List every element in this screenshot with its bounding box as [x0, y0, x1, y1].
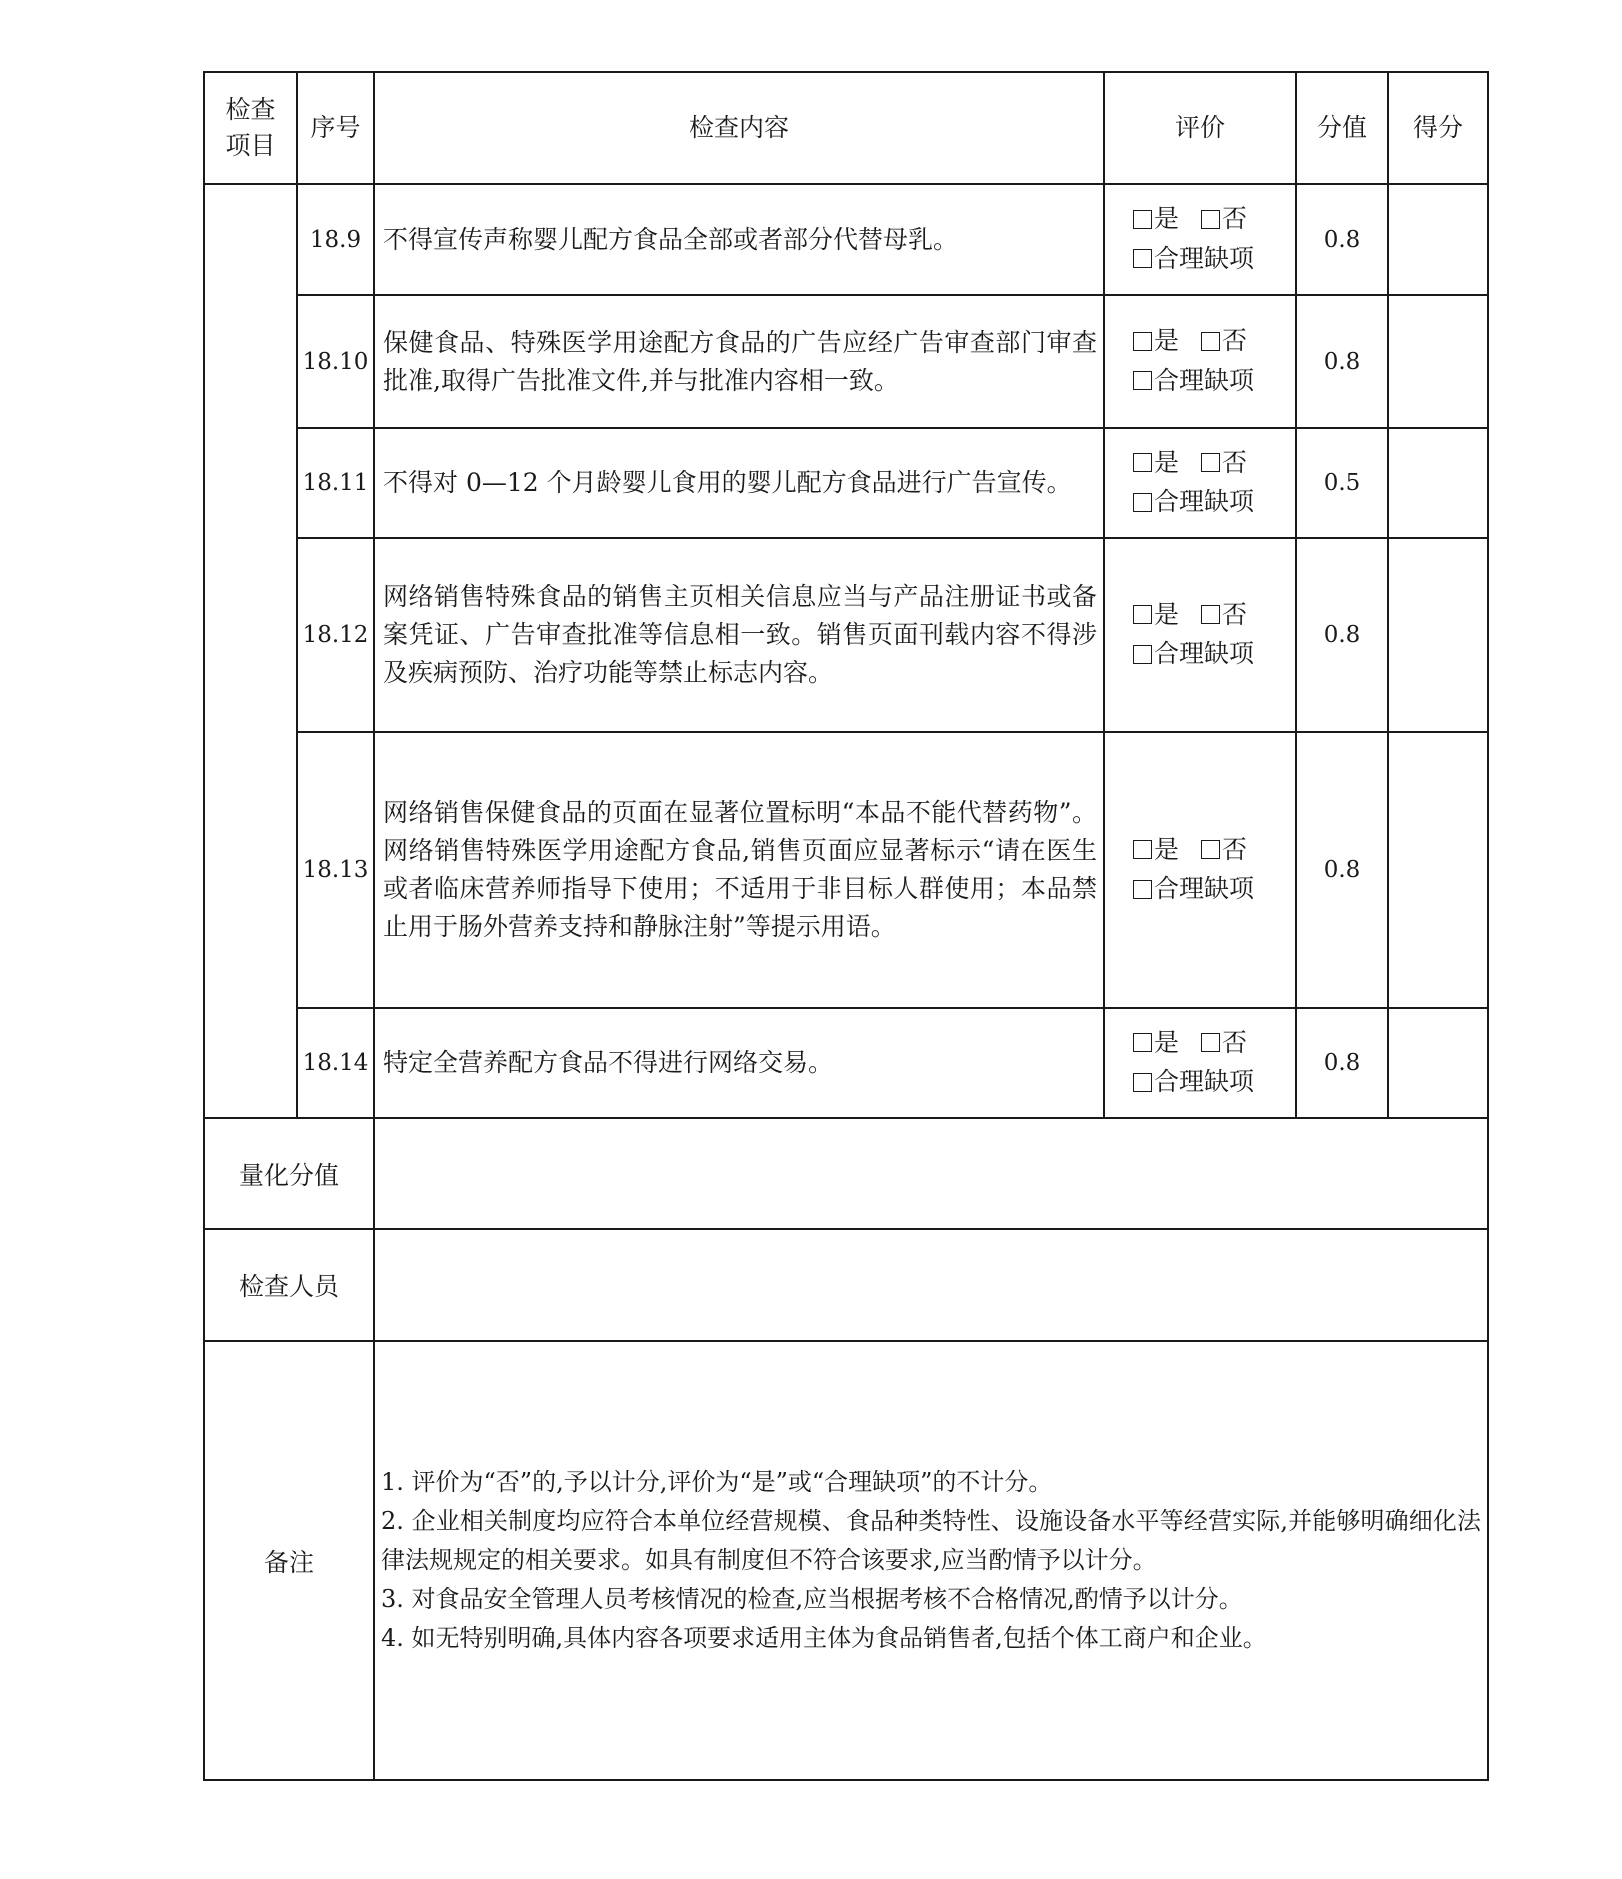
checkbox-icon[interactable] — [1133, 493, 1152, 512]
evaluation-line — [1133, 635, 1295, 675]
row-evaluation — [1104, 1008, 1296, 1118]
reasonable-missing-option[interactable] — [1133, 362, 1254, 400]
row-content: 特定全营养配方食品不得进行网络交易。 — [374, 1008, 1104, 1118]
header-item — [204, 72, 297, 184]
reasonable-missing-label: 合理缺项 — [1154, 365, 1255, 395]
no-label: 否 — [1222, 599, 1248, 629]
yes-label: 是 — [1154, 1027, 1180, 1057]
reasonable-missing-label: 合理缺项 — [1154, 487, 1255, 516]
yes-label: 是 — [1154, 834, 1180, 864]
checkbox-icon[interactable] — [1201, 1033, 1220, 1052]
no-option[interactable] — [1201, 444, 1247, 482]
checkbox-icon[interactable] — [1133, 249, 1152, 268]
checkbox-icon[interactable] — [1133, 605, 1152, 624]
row-score: 0.8 — [1296, 1008, 1388, 1118]
row-score: 0.8 — [1296, 184, 1388, 295]
checkbox-icon[interactable] — [1133, 645, 1152, 664]
yes-option[interactable] — [1133, 322, 1179, 360]
no-label: 否 — [1222, 326, 1248, 355]
evaluation-line — [1133, 1063, 1295, 1103]
row-content: 网络销售保健食品的页面在显著位置标明“本品不能代替药物”。网络销售特殊医学用途配方食品,销售页面应显著标示“请在医生或者临床营养师指导下使用；不适用于非目标人群使用；本品禁止用于肠外营养支持和静脉注射”等提示用语。 — [374, 732, 1104, 1008]
row-seq: 18.12 — [297, 538, 374, 732]
checkbox-icon[interactable] — [1133, 453, 1152, 472]
checkbox-icon[interactable] — [1133, 210, 1152, 229]
row-obtained[interactable] — [1388, 184, 1488, 295]
reasonable-missing-option[interactable] — [1133, 240, 1254, 278]
evaluation-line — [1133, 362, 1295, 402]
checkbox-icon[interactable] — [1133, 371, 1152, 390]
quantified-score-row — [204, 1118, 1488, 1229]
row-evaluation — [1104, 295, 1296, 428]
inspector-value[interactable] — [374, 1229, 1488, 1341]
row-obtained[interactable] — [1388, 428, 1488, 538]
yes-option[interactable] — [1133, 444, 1179, 482]
evaluation-line — [1133, 444, 1295, 484]
table-header-row — [204, 72, 1488, 184]
table-row — [204, 428, 1488, 538]
reasonable-missing-option[interactable] — [1133, 635, 1254, 673]
no-label: 否 — [1222, 1027, 1248, 1057]
remarks-row — [204, 1341, 1488, 1780]
checkbox-icon[interactable] — [1133, 840, 1152, 859]
checkbox-icon[interactable] — [1201, 840, 1220, 859]
quantified-score-value[interactable] — [374, 1118, 1488, 1229]
checkbox-icon[interactable] — [1133, 332, 1152, 351]
remark-item: 1. 评价为“否”的,予以计分,评价为“是”或“合理缺项”的不计分。 — [381, 1468, 1053, 1496]
evaluation-line — [1133, 596, 1295, 636]
row-seq: 18.9 — [297, 184, 374, 295]
evaluation-line — [1133, 240, 1295, 280]
row-evaluation — [1104, 184, 1296, 295]
remark-item: 3. 对食品安全管理人员考核情况的检查,应当根据考核不合格情况,酌情予以计分。 — [381, 1585, 1243, 1613]
reasonable-missing-label: 合理缺项 — [1154, 1067, 1255, 1096]
evaluation-line — [1133, 831, 1295, 871]
yes-option[interactable] — [1133, 1024, 1179, 1062]
header-score: 分值 — [1296, 72, 1388, 184]
no-option[interactable] — [1201, 322, 1247, 360]
remark-item: 2. 企业相关制度均应符合本单位经营规模、食品种类特性、设施设备水平等经营实际,并能够明确细化法律法规规定的相关要求。如具有制度但不符合该要求,应当酌情予以计分。 — [381, 1507, 1481, 1574]
no-option[interactable] — [1201, 596, 1247, 634]
no-option[interactable] — [1201, 200, 1247, 238]
row-score: 0.8 — [1296, 732, 1388, 1008]
checkbox-icon[interactable] — [1133, 1073, 1152, 1092]
row-content: 不得宣传声称婴儿配方食品全部或者部分代替母乳。 — [374, 184, 1104, 295]
row-content: 网络销售特殊食品的销售主页相关信息应当与产品注册证书或备案凭证、广告审查批准等信息相一致。销售页面刊载内容不得涉及疾病预防、治疗功能等禁止标志内容。 — [374, 538, 1104, 732]
remarks-content — [374, 1341, 1488, 1780]
inspector-row — [204, 1229, 1488, 1341]
reasonable-missing-option[interactable] — [1133, 1063, 1254, 1101]
inspector-label: 检查人员 — [204, 1229, 374, 1341]
row-score: 0.5 — [1296, 428, 1388, 538]
row-obtained[interactable] — [1388, 1008, 1488, 1118]
no-option[interactable] — [1201, 831, 1247, 869]
row-seq: 18.13 — [297, 732, 374, 1008]
table-row — [204, 184, 1488, 295]
row-seq: 18.10 — [297, 295, 374, 428]
reasonable-missing-label: 合理缺项 — [1154, 639, 1255, 668]
checkbox-icon[interactable] — [1201, 453, 1220, 472]
table-row — [204, 295, 1488, 428]
no-label: 否 — [1222, 447, 1248, 477]
checkbox-icon[interactable] — [1133, 880, 1152, 899]
no-label: 否 — [1222, 834, 1248, 864]
row-obtained[interactable] — [1388, 295, 1488, 428]
reasonable-missing-option[interactable] — [1133, 483, 1254, 521]
row-content: 保健食品、特殊医学用途配方食品的广告应经广告审查部门审查批准,取得广告批准文件,并与批准内容相一致。 — [374, 295, 1104, 428]
remark-item: 4. 如无特别明确,具体内容各项要求适用主体为食品销售者,包括个体工商户和企业。 — [381, 1624, 1267, 1652]
header-item-label: 检查 项目 — [225, 95, 276, 160]
reasonable-missing-label: 合理缺项 — [1154, 243, 1255, 273]
item-category-cell — [204, 184, 297, 1118]
yes-option[interactable] — [1133, 596, 1179, 634]
row-obtained[interactable] — [1388, 732, 1488, 1008]
reasonable-missing-label: 合理缺项 — [1154, 874, 1255, 903]
row-seq: 18.14 — [297, 1008, 374, 1118]
yes-label: 是 — [1154, 447, 1180, 477]
checkbox-icon[interactable] — [1201, 332, 1220, 351]
table-row — [204, 732, 1488, 1008]
row-score: 0.8 — [1296, 295, 1388, 428]
table-row — [204, 538, 1488, 732]
row-evaluation — [1104, 538, 1296, 732]
table-row — [204, 1008, 1488, 1118]
row-evaluation — [1104, 732, 1296, 1008]
evaluation-line — [1133, 200, 1295, 240]
quantified-score-label: 量化分值 — [204, 1118, 374, 1229]
reasonable-missing-option[interactable] — [1133, 870, 1254, 908]
inspection-table — [203, 71, 1489, 1781]
checkbox-icon[interactable] — [1201, 210, 1220, 229]
yes-label: 是 — [1154, 599, 1180, 629]
remarks-label: 备注 — [204, 1341, 374, 1780]
evaluation-line — [1133, 483, 1295, 523]
header-content: 检查内容 — [374, 72, 1104, 184]
no-option[interactable] — [1201, 1024, 1247, 1062]
row-seq: 18.11 — [297, 428, 374, 538]
header-obtained: 得分 — [1388, 72, 1488, 184]
yes-label: 是 — [1154, 326, 1180, 355]
evaluation-line — [1133, 322, 1295, 362]
yes-label: 是 — [1154, 204, 1180, 233]
yes-option[interactable] — [1133, 831, 1179, 869]
header-seq: 序号 — [297, 72, 374, 184]
no-label: 否 — [1222, 204, 1248, 233]
checkbox-icon[interactable] — [1201, 605, 1220, 624]
evaluation-line — [1133, 1024, 1295, 1064]
yes-option[interactable] — [1133, 200, 1179, 238]
row-evaluation — [1104, 428, 1296, 538]
row-obtained[interactable] — [1388, 538, 1488, 732]
evaluation-line — [1133, 870, 1295, 910]
checkbox-icon[interactable] — [1133, 1033, 1152, 1052]
row-content: 不得对 0—12 个月龄婴儿食用的婴儿配方食品进行广告宣传。 — [374, 428, 1104, 538]
row-score: 0.8 — [1296, 538, 1388, 732]
header-evaluation: 评价 — [1104, 72, 1296, 184]
